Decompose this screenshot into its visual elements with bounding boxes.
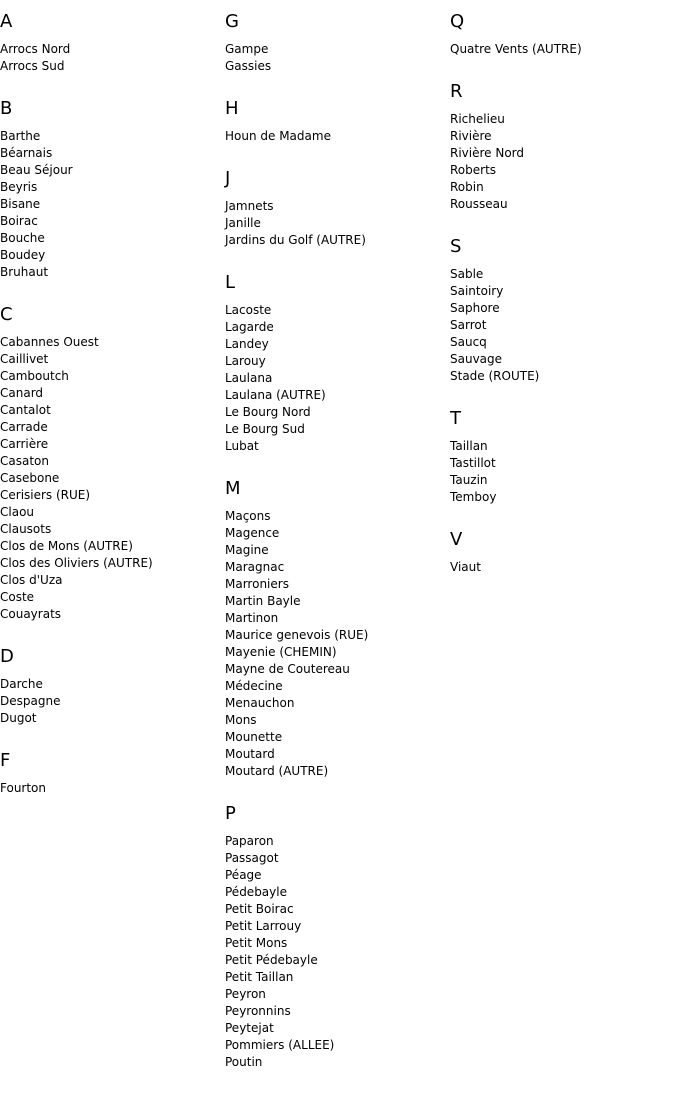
street-link[interactable]: Casaton [0,454,49,468]
street-link[interactable]: Carrière [0,437,49,451]
letter-group-g [225,11,445,75]
street-link[interactable]: Landey [225,337,269,351]
letter-heading: M [225,478,241,499]
street-link[interactable]: Boudey [0,248,46,262]
street-link[interactable]: Coste [0,590,35,604]
street-link[interactable]: Petit Larrouy [225,919,302,933]
street-link[interactable]: Arrocs Sud [0,59,65,73]
letter-group-h [225,98,445,145]
letter-heading: P [225,803,236,824]
street-list [0,334,220,623]
street-list [0,676,220,727]
index-column [225,11,445,1094]
street-link[interactable]: Darche [0,677,43,691]
letter-heading: B [0,98,13,119]
street-list [225,41,445,75]
letter-heading: T [450,408,461,429]
street-link[interactable]: Lubat [225,439,259,453]
street-link[interactable]: Laulana (AUTRE) [225,388,326,402]
street-link[interactable]: Laulana [225,371,273,385]
street-link[interactable]: Stade (ROUTE) [450,369,540,383]
letter-group-p [225,803,445,1071]
street-link[interactable]: Maragnac [225,560,285,574]
letter-group-m [225,478,445,780]
street-list [225,128,445,145]
street-list [450,111,670,213]
street-link[interactable]: Magence [225,526,280,540]
street-link[interactable]: Poutin [225,1055,263,1069]
letter-heading: S [450,236,462,257]
street-link[interactable]: Claou [0,505,35,519]
street-link[interactable]: Marroniers [225,577,289,591]
street-link[interactable]: Tauzin [450,473,488,487]
street-link[interactable]: Maurice genevois (RUE) [225,628,369,642]
street-link[interactable]: Petit Mons [225,936,288,950]
street-link[interactable]: Béarnais [0,146,53,160]
street-link[interactable]: Fourton [0,781,47,795]
street-link[interactable]: Arrocs Nord [0,42,71,56]
letter-group-d [0,646,220,727]
street-link[interactable]: Mayenie (CHEMIN) [225,645,337,659]
letter-group-l [225,272,445,455]
street-link[interactable]: Bisane [0,197,41,211]
street-link[interactable]: Peytejat [225,1021,274,1035]
street-link[interactable]: Médecine [225,679,283,693]
street-list [225,508,445,780]
street-link[interactable]: Sable [450,267,484,281]
street-link[interactable]: Lacoste [225,303,272,317]
letter-heading: Q [450,11,465,32]
street-link[interactable]: Tastillot [450,456,496,470]
street-link[interactable]: Mons [225,713,257,727]
street-link[interactable]: Clos de Mons (AUTRE) [0,539,133,553]
street-link[interactable]: Beyris [0,180,38,194]
street-link[interactable]: Rivière [450,129,492,143]
street-link[interactable]: Lagarde [225,320,274,334]
street-link[interactable]: Martin Bayle [225,594,301,608]
letter-group-a [0,11,220,75]
street-link[interactable]: Moutard [225,747,275,761]
street-link[interactable]: Viaut [450,560,481,574]
street-link[interactable]: Quatre Vents (AUTRE) [450,42,582,56]
street-link[interactable]: Martinon [225,611,279,625]
street-list [225,198,445,249]
letter-heading: V [450,529,463,550]
street-link[interactable]: Moutard (AUTRE) [225,764,329,778]
street-link[interactable]: Saintoiry [450,284,504,298]
letter-heading: J [225,168,231,189]
letter-group-t [450,408,670,506]
street-link[interactable]: Paparon [225,834,274,848]
letter-heading: G [225,11,239,32]
street-link[interactable]: Menauchon [225,696,295,710]
street-link[interactable]: Peyronnins [225,1004,291,1018]
street-link[interactable]: Dugot [0,711,37,725]
letter-group-f [0,750,220,797]
letter-heading: H [225,98,239,119]
street-link[interactable]: Passagot [225,851,279,865]
street-link[interactable]: Gampe [225,42,269,56]
street-link[interactable]: Beau Séjour [0,163,73,177]
street-list [450,41,670,58]
letter-group-j [225,168,445,249]
street-link[interactable]: Clos des Oliviers (AUTRE) [0,556,153,570]
street-link[interactable]: Taillan [450,439,488,453]
street-link[interactable]: Pédebayle [225,885,287,899]
street-link[interactable]: Cerisiers (RUE) [0,488,91,502]
street-link[interactable]: Rousseau [450,197,508,211]
street-link[interactable]: Petit Pédebayle [225,953,318,967]
street-link[interactable]: Sarrot [450,318,487,332]
street-link[interactable]: Cabannes Ouest [0,335,99,349]
street-link[interactable]: Mounette [225,730,283,744]
street-link[interactable]: Caillivet [0,352,49,366]
street-link[interactable]: Péage [225,868,262,882]
street-list [225,302,445,455]
street-link[interactable]: Larouy [225,354,266,368]
street-link[interactable]: Peyron [225,987,266,1001]
street-link[interactable]: Jardins du Golf (AUTRE) [225,233,366,247]
street-link[interactable]: Couayrats [0,607,62,621]
letter-group-s [450,236,670,385]
street-link[interactable]: Maçons [225,509,271,523]
street-link[interactable]: Houn de Madame [225,129,331,143]
street-link[interactable]: Bruhaut [0,265,49,279]
street-link[interactable]: Gassies [225,59,272,73]
street-link[interactable]: Janille [225,216,261,230]
street-link[interactable]: Sauvage [450,352,503,366]
letter-heading: L [225,272,236,293]
letter-heading: R [450,81,463,102]
letter-group-c [0,304,220,623]
letter-group-b [0,98,220,281]
street-link[interactable]: Robin [450,180,484,194]
street-link[interactable]: Clos d'Uza [0,573,63,587]
letter-heading: C [0,304,13,325]
street-list [225,833,445,1071]
street-link[interactable]: Casebone [0,471,60,485]
street-link[interactable]: Camboutch [0,369,69,383]
letter-group-r [450,81,670,213]
street-link[interactable]: Clausots [0,522,52,536]
street-list [450,438,670,506]
street-list [0,41,220,75]
street-link[interactable]: Petit Boirac [225,902,294,916]
street-link[interactable]: Barthe [0,129,41,143]
letter-group-q [450,11,670,58]
street-link[interactable]: Carrade [0,420,48,434]
street-link[interactable]: Le Bourg Nord [225,405,311,419]
street-link[interactable]: Boirac [0,214,38,228]
street-link[interactable]: Richelieu [450,112,505,126]
street-link[interactable]: Pommiers (ALLEE) [225,1038,335,1052]
street-link[interactable]: Despagne [0,694,61,708]
letter-heading: F [0,750,11,771]
street-link[interactable]: Canard [0,386,44,400]
letter-group-v [450,529,670,576]
street-link[interactable]: Cantalot [0,403,51,417]
street-list [0,128,220,281]
street-link[interactable]: Temboy [450,490,497,504]
street-link[interactable]: Jamnets [225,199,274,213]
street-link[interactable]: Saucq [450,335,487,349]
street-link[interactable]: Bouche [0,231,45,245]
index-column [0,11,220,820]
street-link[interactable]: Rivière Nord [450,146,525,160]
street-link[interactable]: Roberts [450,163,497,177]
letter-heading: D [0,646,14,667]
street-list [450,266,670,385]
street-link[interactable]: Saphore [450,301,500,315]
street-list [0,780,220,797]
street-link[interactable]: Mayne de Coutereau [225,662,350,676]
street-link[interactable]: Magine [225,543,269,557]
street-list [450,559,670,576]
letter-heading: A [0,11,13,32]
street-link[interactable]: Petit Taillan [225,970,294,984]
street-link[interactable]: Le Bourg Sud [225,422,305,436]
index-column [450,11,670,599]
